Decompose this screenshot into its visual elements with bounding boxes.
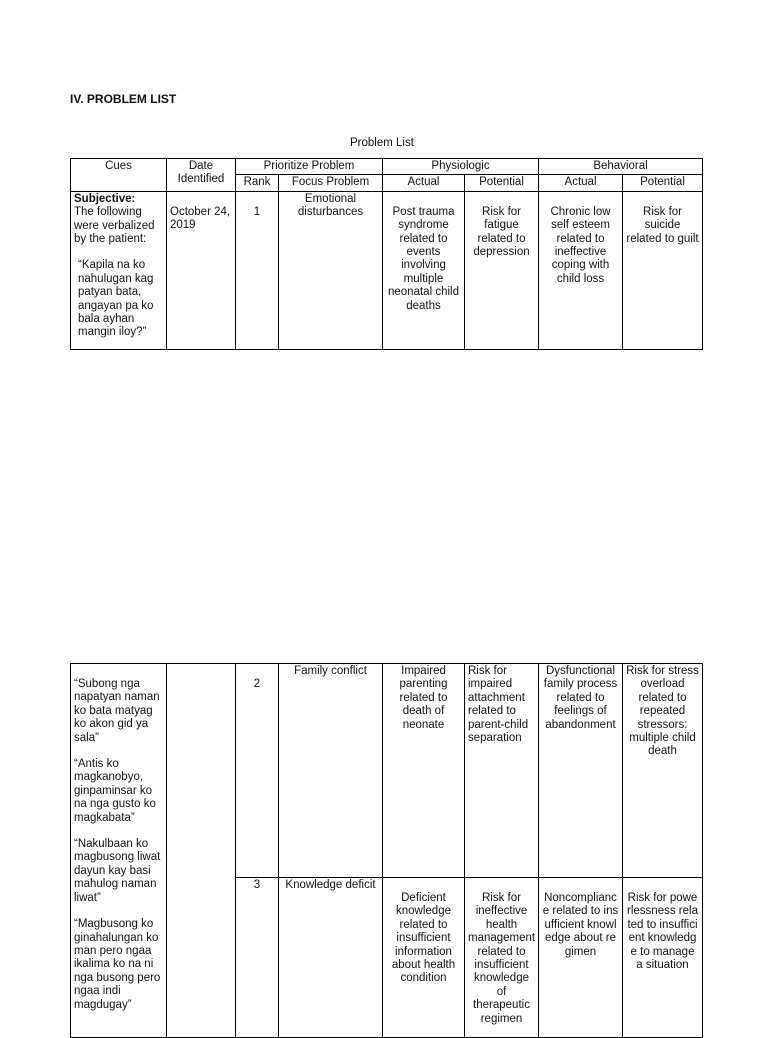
physio-potential-cell: Risk for impaired attachment related to parent-child separation — [465, 664, 539, 878]
behav-actual-cell: Dysfunctional family process related to feelings of abandonment — [539, 664, 623, 878]
behav-potential-cell: Risk for suicide related to guilt — [623, 191, 703, 349]
header-cues: Cues — [71, 159, 167, 192]
problem-list-table-continued — [70, 663, 703, 1038]
behav-actual-cell: Chronic low self esteem related to ineffective coping with child loss — [539, 191, 623, 349]
header-physio-actual: Actual — [383, 175, 465, 191]
rank-cell: 2 — [236, 664, 279, 878]
header-physio-potential: Potential — [465, 175, 539, 191]
header-prioritize-problem: Prioritize Problem — [236, 159, 383, 175]
focus-problem-cell: Knowledge deficit — [279, 878, 383, 1038]
physio-potential-cell: Risk for ineffective health management related to insufficient knowledge of therapeutic regimen — [465, 878, 539, 1038]
patient-quote: “Antis ko magkanobyo, ginpaminsar ko na nga gusto ko magkabata” — [74, 758, 156, 824]
focus-problem-cell: Family conflict — [279, 664, 383, 878]
header-focus-problem: Focus Problem — [279, 175, 383, 191]
cues-cell-continued — [71, 664, 167, 1038]
cues-cell — [71, 191, 167, 349]
behav-potential-cell: Risk for stress overload related to repeated stressors: multiple child death — [623, 664, 703, 878]
problem-list-table — [70, 158, 703, 350]
header-behav-potential: Potential — [623, 175, 703, 191]
date-identified-cell-empty — [167, 664, 236, 1038]
patient-quote: “Nakulbaan ko magbusong liwat dayun kay basi mahulog naman liwat” — [74, 838, 161, 904]
table-caption: Problem List — [350, 137, 414, 149]
focus-problem-cell: Emotional disturbances — [279, 191, 383, 349]
date-identified-cell: October 24, 2019 — [167, 191, 236, 349]
patient-quote: “Subong nga napatyan naman ko bata matyag ko akon gid ya sala” — [74, 678, 160, 744]
physio-actual-cell: Impaired parenting related to death of neonate — [383, 664, 465, 878]
header-date-identified: Date Identified — [167, 159, 236, 192]
header-physiologic: Physiologic — [383, 159, 539, 175]
physio-actual-cell: Deficient knowledge related to insufficient information about health condition — [383, 878, 465, 1038]
patient-quote: “Kapila na ko nahulugan kag patyan bata, angayan pa ko bala ayhan mangin iloy?” — [78, 259, 154, 339]
behav-potential-cell: Risk for powerlessness related to insufficient knowledge to manage a situation — [623, 878, 703, 1038]
rank-cell: 3 — [236, 878, 279, 1038]
header-behav-actual: Actual — [539, 175, 623, 191]
physio-actual-cell: Post trauma syndrome related to events involving multiple neonatal child deaths — [383, 191, 465, 349]
physio-potential-cell: Risk for fatigue related to depression — [465, 191, 539, 349]
section-heading: IV. PROBLEM LIST — [70, 92, 177, 106]
rank-cell: 1 — [236, 191, 279, 349]
subjective-label: Subjective: — [74, 192, 136, 205]
header-rank: Rank — [236, 175, 279, 191]
subjective-intro: The following were verbalized by the patient: — [74, 206, 155, 246]
patient-quote: “Magbusong ko ginahalungan ko man pero ngaa ikalima ko na ni nga busong pero ngaa indi magdugay” — [74, 918, 161, 1011]
header-behavioral: Behavioral — [539, 159, 703, 175]
behav-actual-cell: Noncompliance related to insufficient knowledge about regimen — [539, 878, 623, 1038]
